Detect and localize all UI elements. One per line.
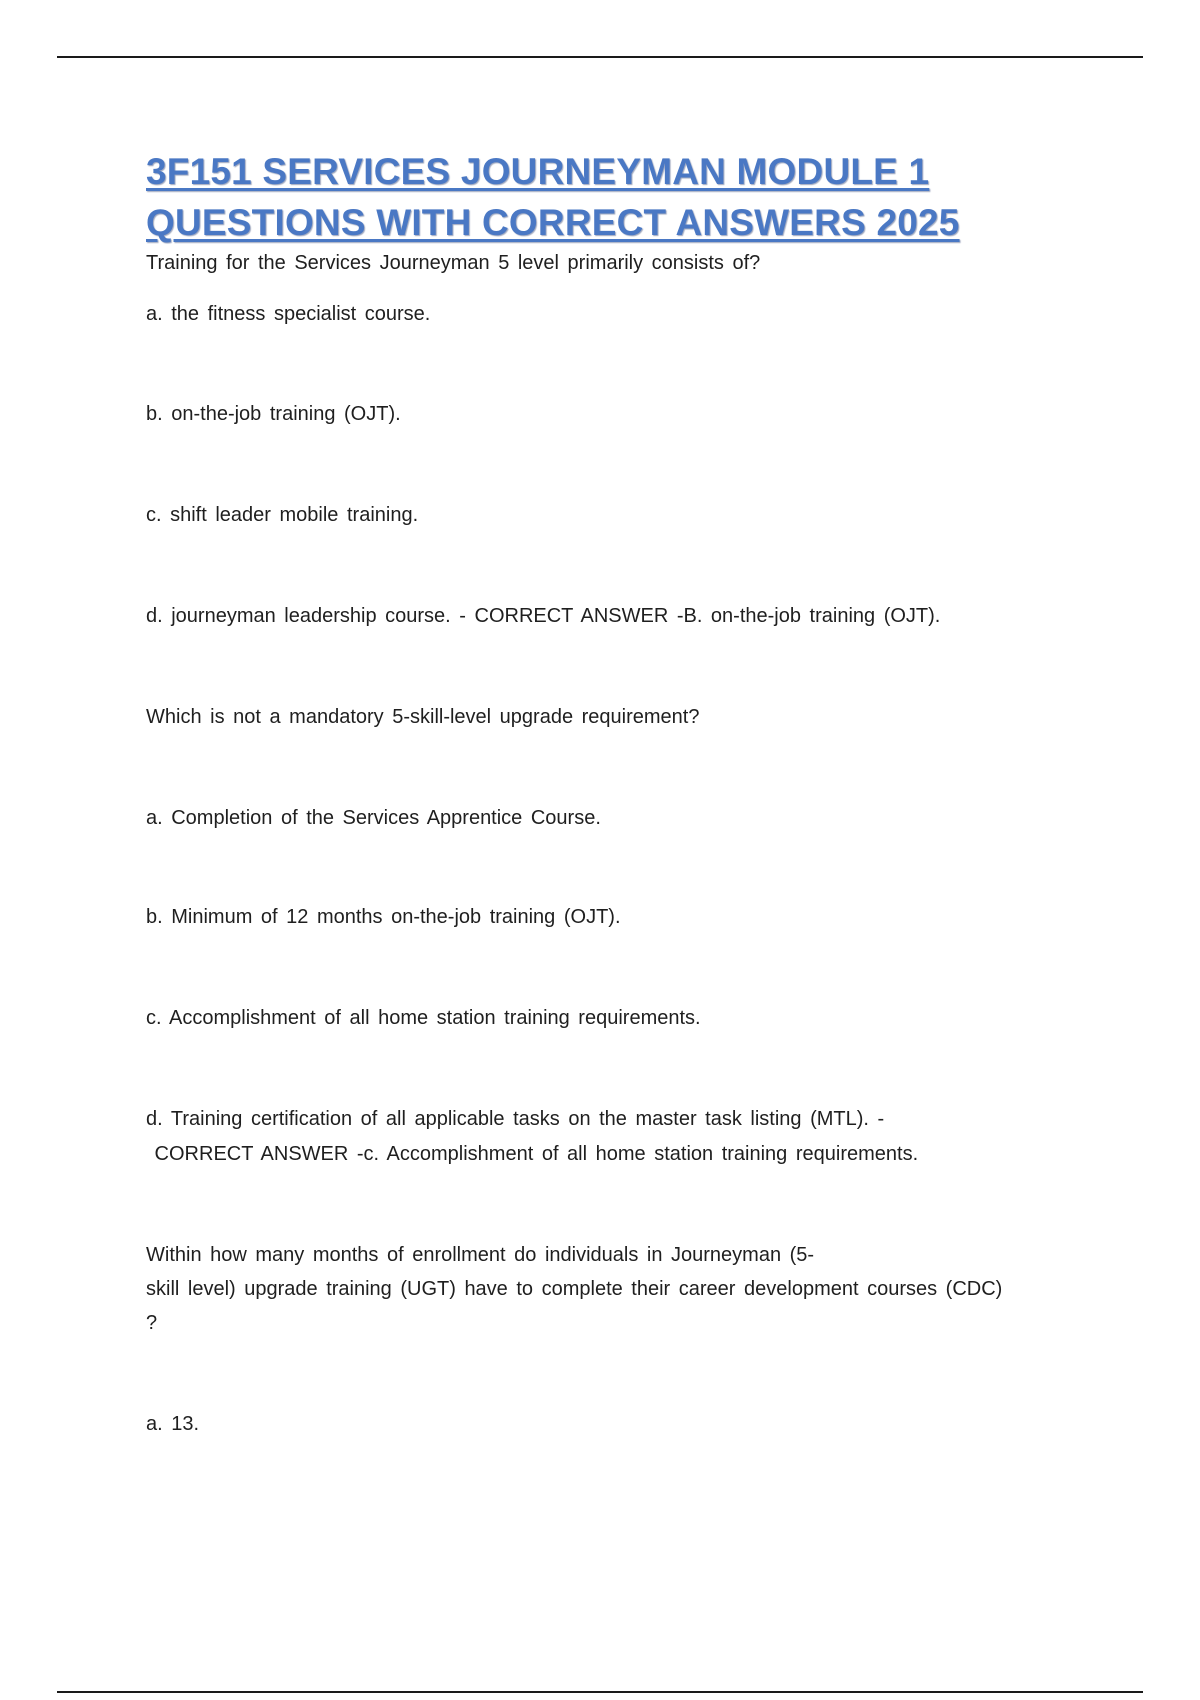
question-1-option-d-answer: d. journeyman leadership course. - CORRECT ANSWER -B. on-the-job training (OJT). [146,605,941,627]
question-1-option-c: c. shift leader mobile training. [146,504,419,526]
question-3-option-a: a. 13. [146,1413,200,1435]
question-2-option-d: d. Training certification of all applicable tasks on the master task listing (MTL). - [146,1108,885,1130]
question-2-answer: CORRECT ANSWER -c. Accomplishment of all home station training requirements. [146,1143,919,1165]
question-3-text-line-2: skill level) upgrade training (UGT) have to complete their career development courses (CDC) [146,1278,1003,1300]
question-2-option-b: b. Minimum of 12 months on-the-job training (OJT). [146,906,621,928]
question-1-text: Training for the Services Journeyman 5 level primarily consists of? [146,252,761,274]
question-2-option-a: a. Completion of the Services Apprentice Course. [146,807,601,829]
question-2-text: Which is not a mandatory 5-skill-level upgrade requirement? [146,706,700,728]
title-line-2: QUESTIONS WITH CORRECT ANSWERS 2025 [146,202,960,243]
question-1-option-a: a. the fitness specialist course. [146,303,431,325]
question-1-option-b: b. on-the-job training (OJT). [146,403,401,425]
question-2-option-c: c. Accomplishment of all home station training requirements. [146,1007,701,1029]
document-title [146,146,1106,248]
title-line-1: 3F151 SERVICES JOURNEYMAN MODULE 1 [146,151,930,192]
footer-rule [57,1691,1143,1693]
question-3-text-line-1: Within how many months of enrollment do individuals in Journeyman (5- [146,1244,815,1266]
question-3-text-line-3: ? [146,1312,158,1334]
header-rule [57,56,1143,58]
